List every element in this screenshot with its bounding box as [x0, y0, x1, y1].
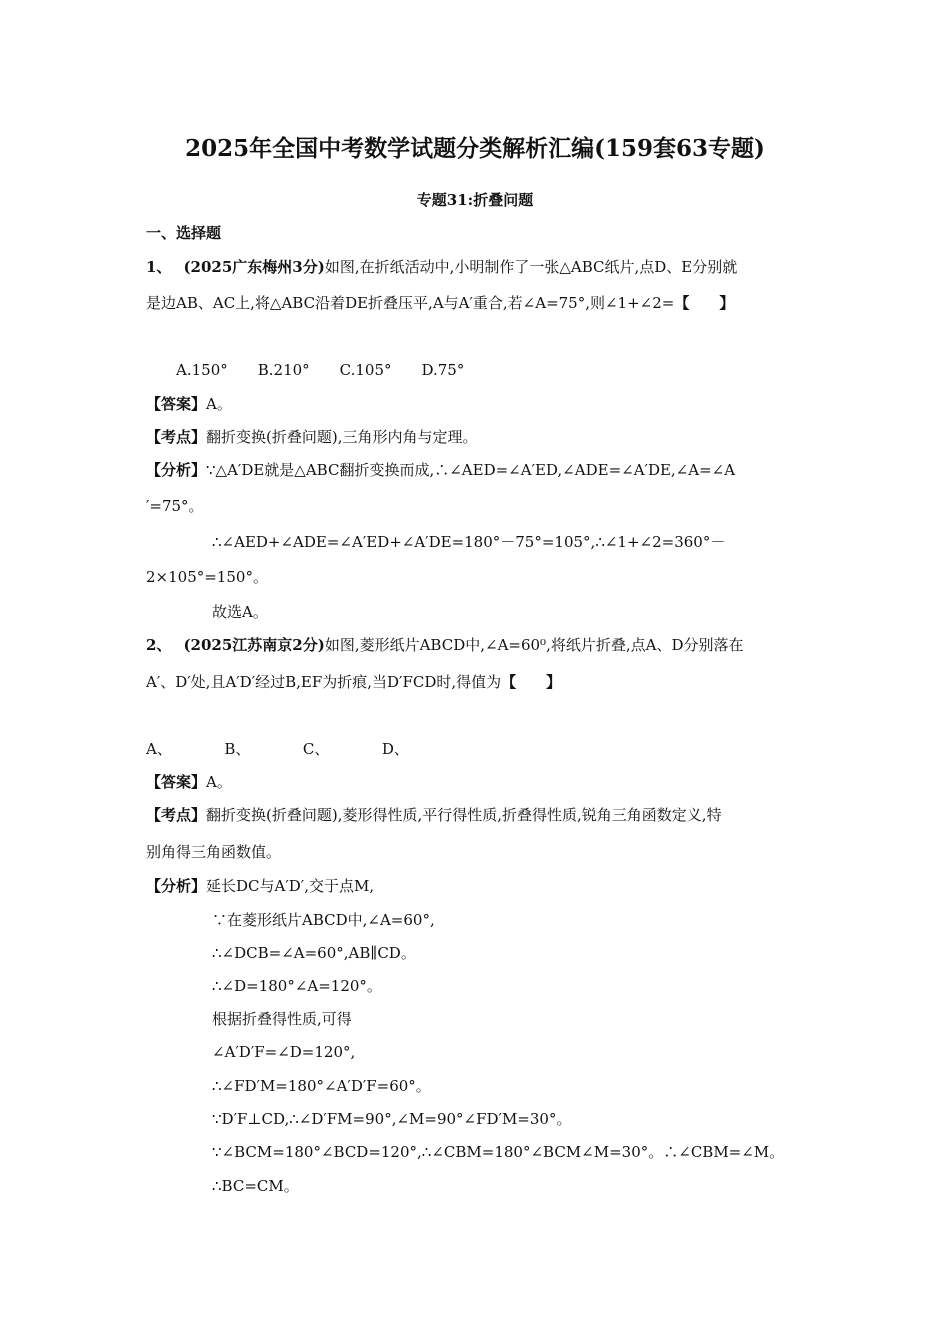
answer-value: A。 — [206, 773, 232, 791]
fenxi-label: 【分析】 — [146, 877, 207, 895]
fenxi-line: 2×105°=150°。 — [146, 568, 268, 586]
question-2-options: A、 B、 C、 D、 — [146, 740, 409, 758]
question-number: 1、 — [146, 258, 172, 276]
question-1-line-1 — [146, 257, 737, 277]
fenxi-label: 【分析】 — [146, 461, 207, 479]
fenxi-line: ∴∠D=180°∠A=120°。 — [212, 977, 382, 995]
answer-line — [146, 394, 232, 414]
question-text: 如图,在折纸活动中,小明制作了一张△ABC纸片,点D、E分别就 — [324, 258, 738, 276]
fenxi-line — [146, 460, 735, 480]
question-1-line-2 — [146, 293, 734, 313]
question-1-options: A.150° B.210° C.105° D.75° — [176, 361, 465, 379]
answer-label: 【答案】 — [146, 773, 207, 791]
fenxi-line: ∴BC=CM。 — [212, 1177, 299, 1195]
kaodian-label: 【考点】 — [146, 806, 207, 824]
document-subtitle: 专题31:折叠问题 — [416, 191, 534, 209]
kaodian-line — [146, 427, 478, 447]
fenxi-line — [146, 876, 374, 896]
fenxi-line: ∵∠BCM=180°∠BCD=120°,∴∠CBM=180°∠BCM∠M=30°。∴∠CBM=∠M。 — [212, 1143, 785, 1161]
fenxi-line: ′=75°。 — [146, 497, 204, 515]
question-source: (2025江苏南京2分) — [183, 636, 325, 654]
fenxi-text: 延长DC与A′D′,交于点M, — [206, 877, 375, 895]
kaodian-line — [146, 805, 722, 825]
kaodian-text: 翻折变换(折叠问题),菱形得性质,平行得性质,折叠得性质,锐角三角函数定义,特 — [206, 806, 722, 824]
document-title: 2025年全国中考数学试题分类解析汇编(159套63专题) — [185, 135, 765, 162]
answer-label: 【答案】 — [146, 395, 207, 413]
fenxi-text: ∵△A′DE就是△ABC翻折变换而成,∴∠AED=∠A′ED,∠ADE=∠A′DE,∠A=∠A — [206, 461, 736, 479]
fenxi-line: ∠A′D′F=∠D=120°, — [212, 1043, 356, 1061]
question-source: (2025广东梅州3分) — [183, 258, 325, 276]
question-number: 2、 — [146, 636, 172, 654]
fenxi-line: ∴∠AED+∠ADE=∠A′ED+∠A′DE=180°－75°=105°,∴∠1+∠2=360°－ — [212, 533, 726, 551]
fenxi-line: ∴∠DCB=∠A=60°,AB∥CD。 — [212, 944, 416, 962]
section-heading: 一、选择题 — [146, 224, 222, 242]
question-text: 是边AB、AC上,将△ABC沿着DE折叠压平,A与A′重合,若∠A=75°,则∠1+∠2= — [146, 294, 675, 312]
fenxi-line: 根据折叠得性质,可得 — [212, 1010, 352, 1028]
question-text: 如图,菱形纸片ABCD中,∠A=60⁰,将纸片折叠,点A、D分别落在 — [324, 636, 744, 654]
question-text: A′、D′处,且A′D′经过B,EF为折痕,当D′FCD时,得值为 — [146, 673, 502, 691]
fenxi-line: ∵D′F⊥CD,∴∠D′FM=90°,∠M=90°∠FD′M=30°。 — [212, 1110, 572, 1128]
fenxi-line: 故选A。 — [212, 603, 268, 621]
kaodian-label: 【考点】 — [146, 428, 207, 446]
fenxi-line: ∴∠FD′M=180°∠A′D′F=60°。 — [212, 1077, 431, 1095]
kaodian-text: 翻折变换(折叠问题),三角形内角与定理。 — [206, 428, 478, 446]
kaodian-line: 别角得三角函数值。 — [146, 843, 282, 861]
answer-bracket: 【 】 — [674, 294, 735, 312]
question-2-line-2 — [146, 672, 561, 692]
answer-value: A。 — [206, 395, 232, 413]
question-2-line-1 — [146, 635, 743, 655]
fenxi-line: ∵在菱形纸片ABCD中,∠A=60°, — [212, 911, 435, 929]
answer-line — [146, 772, 232, 792]
answer-bracket: 【 】 — [501, 673, 562, 691]
